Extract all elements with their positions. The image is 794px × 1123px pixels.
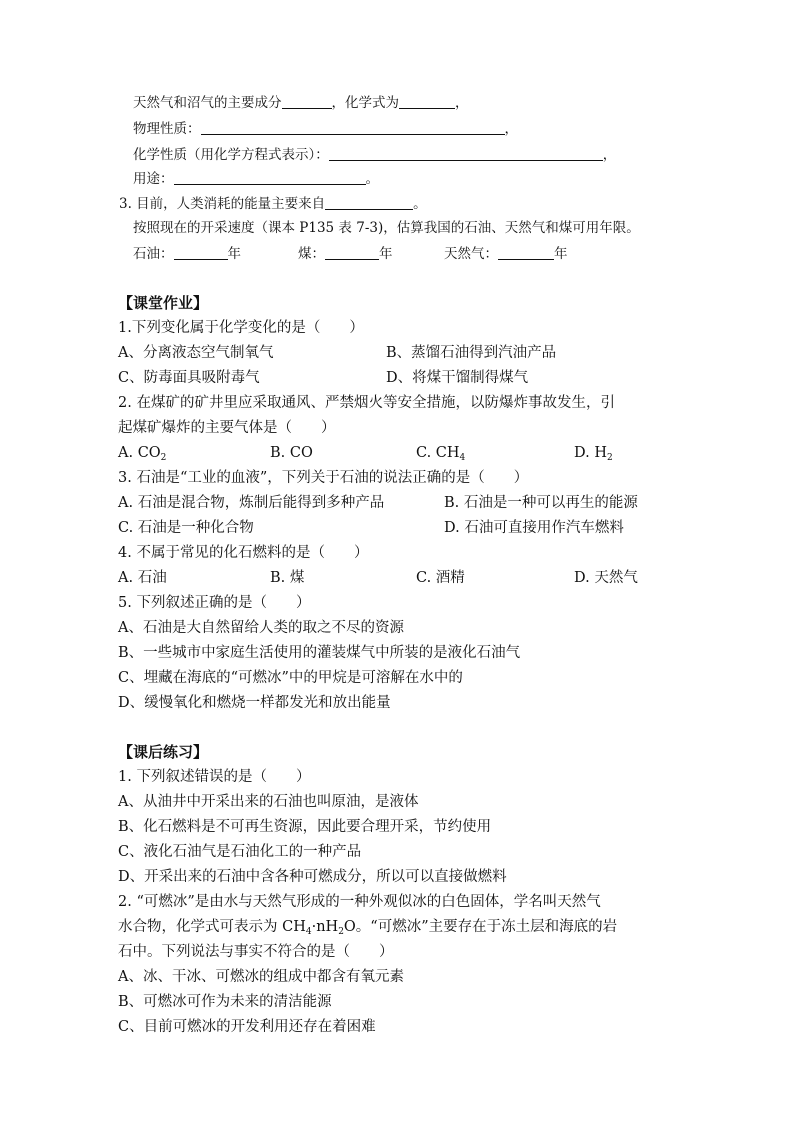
physical-blank[interactable] <box>201 122 505 135</box>
hw-q1-option-a[interactable]: A、从油井中开采出来的石油也叫原油，是液体 <box>118 794 419 810</box>
gas-years <box>444 247 568 262</box>
cw-q4-option-b[interactable]: B. 煤 <box>270 570 305 586</box>
natural-gas-line <box>133 96 469 111</box>
hw-q2-line-2 <box>118 920 617 935</box>
cw-q2-option-d[interactable] <box>574 446 613 461</box>
hw-q2-line2-mid: ·nH <box>311 919 339 935</box>
cw-q4-option-a[interactable]: A. 石油 <box>118 570 167 586</box>
comma: ， <box>455 95 469 111</box>
cw-q4-stem: 4. 不属于常见的化石燃料的是（ ） <box>118 545 369 561</box>
estimate-line: 按照现在的开采速度（课本 P135 表 7-3)，估算我国的石油、天然气和煤可用年限。 <box>133 220 640 236</box>
hw-q2-sub1: 4 <box>305 927 312 937</box>
cw-q2-c-sub: 4 <box>459 453 466 463</box>
natural-gas-blank[interactable] <box>282 96 332 109</box>
cw-q5-option-b[interactable]: B、一些城市中家庭生活使用的灌装煤气中所装的是液化石油气 <box>118 645 521 661</box>
classwork-heading: 【课堂作业】 <box>118 294 209 312</box>
energy-blank[interactable] <box>325 197 413 210</box>
comma: ， <box>504 121 518 137</box>
cw-q3-option-a[interactable]: A. 石油是混合物，炼制后能得到多种产品 <box>118 495 385 511</box>
physical-line <box>133 122 518 137</box>
gas-years-blank[interactable] <box>498 247 554 260</box>
cw-q3-option-d[interactable]: D. 石油可直接用作汽车燃料 <box>444 520 624 536</box>
natural-gas-label: 天然气和沼气的主要成分 <box>133 95 282 111</box>
hw-q2-option-a[interactable]: A、冰、干冰、可燃冰的组成中都含有氧元素 <box>118 969 404 985</box>
hw-q2-line-3: 石中。下列说法与事实不符合的是（ ） <box>118 944 394 960</box>
year-unit: 年 <box>554 246 568 262</box>
use-label: 用途： <box>133 171 174 187</box>
cw-q4-option-c[interactable]: C. 酒精 <box>416 570 465 586</box>
years-line <box>133 247 241 262</box>
formula-blank[interactable] <box>399 96 455 109</box>
hw-q2-line2-pre: 水合物，化学式可表示为 CH <box>118 919 306 935</box>
cw-q5-option-a[interactable]: A、石油是大自然留给人类的取之不尽的资源 <box>118 620 404 636</box>
cw-q2-d-text: D. H <box>574 445 607 461</box>
homework-heading: 【课后练习】 <box>118 743 209 761</box>
hw-q2-line2-post: O。“可燃冰”主要存在于冻土层和海底的岩 <box>343 919 618 935</box>
year-unit: 年 <box>227 246 241 262</box>
cw-q2-option-b[interactable]: B. CO <box>270 445 313 461</box>
cw-q2-stem-2: 起煤矿爆炸的主要气体是（ ） <box>118 420 336 436</box>
cw-q5-option-d[interactable]: D、缓慢氧化和燃烧一样都发光和放出能量 <box>118 695 391 711</box>
chemical-line <box>133 148 616 163</box>
hw-q2-option-b[interactable]: B、可燃冰可作为未来的清洁能源 <box>118 994 332 1010</box>
use-blank[interactable] <box>174 172 366 185</box>
cw-q1-option-d[interactable]: D、将煤干馏制得煤气 <box>386 370 529 386</box>
chemical-blank[interactable] <box>329 148 603 161</box>
oil-label: 石油： <box>133 246 174 262</box>
gas-label: 天然气： <box>444 246 498 262</box>
formula-label: ，化学式为 <box>331 95 399 111</box>
hw-q2-line-1: 2. “可燃冰”是由水与天然气形成的一种外观似冰的白色固体，学名叫天然气 <box>118 894 601 910</box>
coal-years <box>298 247 393 262</box>
hw-q2-sub2: 2 <box>338 927 344 937</box>
cw-q1-option-c[interactable]: C、防毒面具吸附毒气 <box>118 370 260 386</box>
use-line <box>133 172 379 187</box>
physical-label: 物理性质： <box>133 121 201 137</box>
cw-q3-option-b[interactable]: B. 石油是一种可以再生的能源 <box>444 495 638 511</box>
cw-q2-a-sub: 2 <box>160 453 167 463</box>
cw-q2-option-c[interactable] <box>416 446 465 461</box>
cw-q5-option-c[interactable]: C、埋藏在海底的“可燃冰”中的甲烷是可溶解在水中的 <box>118 670 463 686</box>
cw-q1-option-b[interactable]: B、蒸馏石油得到汽油产品 <box>386 345 557 361</box>
cw-q5-stem: 5. 下列叙述正确的是（ ） <box>118 595 311 611</box>
cw-q2-a-text: A. CO <box>118 445 161 461</box>
q3-energy-line <box>119 197 427 212</box>
oil-years-blank[interactable] <box>174 247 228 260</box>
hw-q1-option-d[interactable]: D、开采出来的石油中含各种可燃成分，所以可以直接做燃料 <box>118 869 507 885</box>
cw-q2-c-text: C. CH <box>416 445 460 461</box>
cw-q2-d-sub: 2 <box>606 453 613 463</box>
hw-q1-stem: 1. 下列叙述错误的是（ ） <box>118 769 311 785</box>
year-unit: 年 <box>379 246 393 262</box>
hw-q2-option-c[interactable]: C、目前可燃冰的开发利用还存在着困难 <box>118 1019 376 1035</box>
period: 。 <box>413 196 427 212</box>
cw-q1-stem: 1.下列变化属于化学变化的是（ ） <box>118 320 364 336</box>
q3-energy-text: 3. 目前，人类消耗的能量主要来自 <box>119 196 326 212</box>
cw-q3-stem: 3. 石油是“工业的血液”，下列关于石油的说法正确的是（ ） <box>118 470 529 486</box>
cw-q4-option-d[interactable]: D. 天然气 <box>574 570 638 586</box>
coal-label: 煤： <box>298 246 325 262</box>
period: 。 <box>365 171 379 187</box>
comma: ， <box>602 147 617 163</box>
hw-q1-option-c[interactable]: C、液化石油气是石油化工的一种产品 <box>118 844 362 860</box>
hw-q1-option-b[interactable]: B、化石燃料是不可再生资源，因此要合理开采，节约使用 <box>118 819 492 835</box>
cw-q2-stem-1: 2. 在煤矿的矿井里应采取通风、严禁烟火等安全措施，以防爆炸事故发生，引 <box>118 395 615 411</box>
cw-q3-option-c[interactable]: C. 石油是一种化合物 <box>118 520 254 536</box>
cw-q2-option-a[interactable] <box>118 446 166 461</box>
coal-years-blank[interactable] <box>325 247 379 260</box>
chemical-label: 化学性质（用化学方程式表示）： <box>133 147 329 163</box>
cw-q1-option-a[interactable]: A、分离液态空气制氧气 <box>118 345 274 361</box>
